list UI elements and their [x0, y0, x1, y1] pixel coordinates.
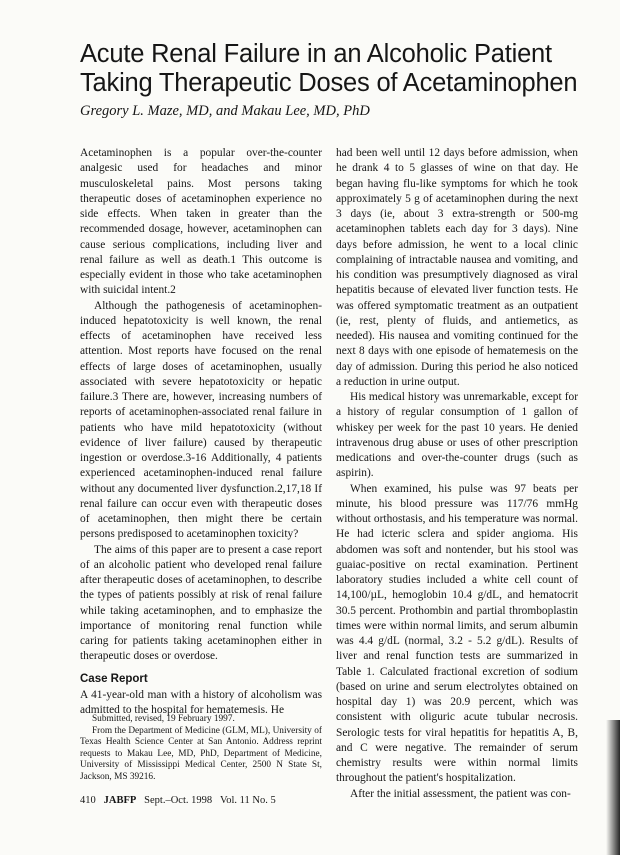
intro-paragraph-3: The aims of this paper are to present a case report of an alcoholic patient who developed renal failure after therapeutic doses of acetaminophen, to describe the types of patients possibly at risk of renal failure while taking acetaminophen, and to emphasize the importance of monitoring renal function while caring for patients taking acetaminophen either in therapeutic doses or overdose. — [80, 543, 322, 663]
scan-shadow-edge — [606, 720, 620, 855]
footnote-affiliation: From the Department of Medicine (GLM, ML), University of Texas Health Science Center at San Antonio. Address reprint requests to Makau Lee, MD, PhD, Department of Medicine, University of Mississippi Medical Center, 2500 N State St, Jackson, MS 39216. — [80, 725, 322, 782]
issue-date: Sept.–Oct. 1998 — [144, 795, 213, 806]
title-line-2: Taking Therapeutic Doses of Acetaminophen — [80, 69, 578, 97]
case-report-paragraph-1: A 41-year-old man with a history of alcoholism was admitted to the hospital for hematemesis. He — [80, 688, 322, 716]
page-number: 410 — [80, 795, 96, 806]
title-line-1: Acute Renal Failure in an Alcoholic Patient — [80, 40, 552, 68]
article-title — [80, 40, 600, 98]
case-report-heading: Case Report — [80, 672, 148, 685]
case-history-paragraph: had been well until 12 days before admission, when he drank 4 to 5 glasses of wine on that day. He began having flu-like symptoms for which he took approximately 5 g of acetaminophen during the next 3 days (ie, about 3 extra-strength or 500-mg acetaminophen tablets each day for 3 days). Nine days before admission, he went to a local clinic complaining of intractable nausea and vomiting, and his condition was presumptively diagnosed as viral hepatitis because of elevated liver function tests. He was offered symptomatic treatment as an outpatient (ie, rest, plenty of fluids, and antiemetics, as needed). His nausea and vomiting continued for the next 8 days with one episode of hematemesis on the day of admission. During this period he also noticed a reduction in urine output. — [336, 147, 578, 388]
medical-history-paragraph: His medical history was unremarkable, except for a history of regular consumption of 1 gallon of whiskey per week for the past 10 years. He denied intravenous drug abuse or uses of other prescription medications and over-the-counter drugs (such as aspirin). — [336, 391, 578, 480]
left-column — [80, 146, 322, 718]
page-footer — [80, 794, 276, 807]
author-list: Gregory L. Maze, MD, and Makau Lee, MD, PhD — [80, 103, 370, 119]
assessment-paragraph: After the initial assessment, the patient was con- — [350, 787, 571, 800]
right-column — [336, 146, 578, 802]
journal-name: JABFP — [103, 795, 137, 806]
examination-paragraph: When examined, his pulse was 97 beats per minute, his blood pressure was 117/76 mmHg without orthostasis, and his temperature was normal. He had icteric sclera and spider angioma. His abdomen was soft and nontender, but his stool was guaiac-positive on rectal examination. Pertinent laboratory studies included a white cell count of 14,100/µL, hemoglobin 10.4 g/dL, and hematocrit 30.5 percent. Prothombin and partial thromboplastin times were within normal limits, and serum albumin was 4.4 g/dL (normal, 3.2 - 5.2 g/dL). Results of liver and renal function tests are summarized in Table 1. Calculated fractional excretion of sodium (based on urine and serum electrolytes obtained on hospital day 1) was 20.9 percent, which was consistent with oliguric acute tubular necrosis. Serologic tests for viral hepatitis for hepatitis A, B, and C were negative. The remainder of serum chemistry results were within normal limits throughout the patient's hospitalization. — [336, 482, 578, 785]
intro-paragraph-2: Although the pathogenesis of acetaminophen-induced hepatotoxicity is well known, the renal effects of acetaminophen have received less attention. Most reports have focused on the renal effects of large doses of acetaminophen, usually associated with severe hepatotoxicity or hepatic failure.3 There are, however, increasing numbers of reports of acetaminophen-associated renal failure in patients who have mild hepatotoxicity (without evidence of liver failure) caused by therapeutic ingestion or overdose.3-16 Additionally, 4 patients experienced acetaminophen-induced renal failure without any documented liver dysfunction.2,17,18 If renal failure can occur even with therapeutic doses of acetaminophen, then might there be certain persons predisposed to acetaminophen toxicity? — [80, 299, 322, 541]
article-footnote — [80, 714, 322, 783]
footnote-submitted: Submitted, revised, 19 February 1997. — [92, 714, 235, 724]
volume-number: Vol. 11 No. 5 — [220, 795, 276, 806]
intro-paragraph-1: Acetaminophen is a popular over-the-counter analgesic used for headaches and minor musculoskeletal pains. Most persons taking therapeutic doses of acetaminophen experience no side effects. When taken in greater than the recommended dosage, however, acetaminophen can cause serious complications, including liver and renal failure as well as death.1 This outcome is especially evident in those who take acetaminophen with suicidal intent.2 — [80, 147, 322, 297]
